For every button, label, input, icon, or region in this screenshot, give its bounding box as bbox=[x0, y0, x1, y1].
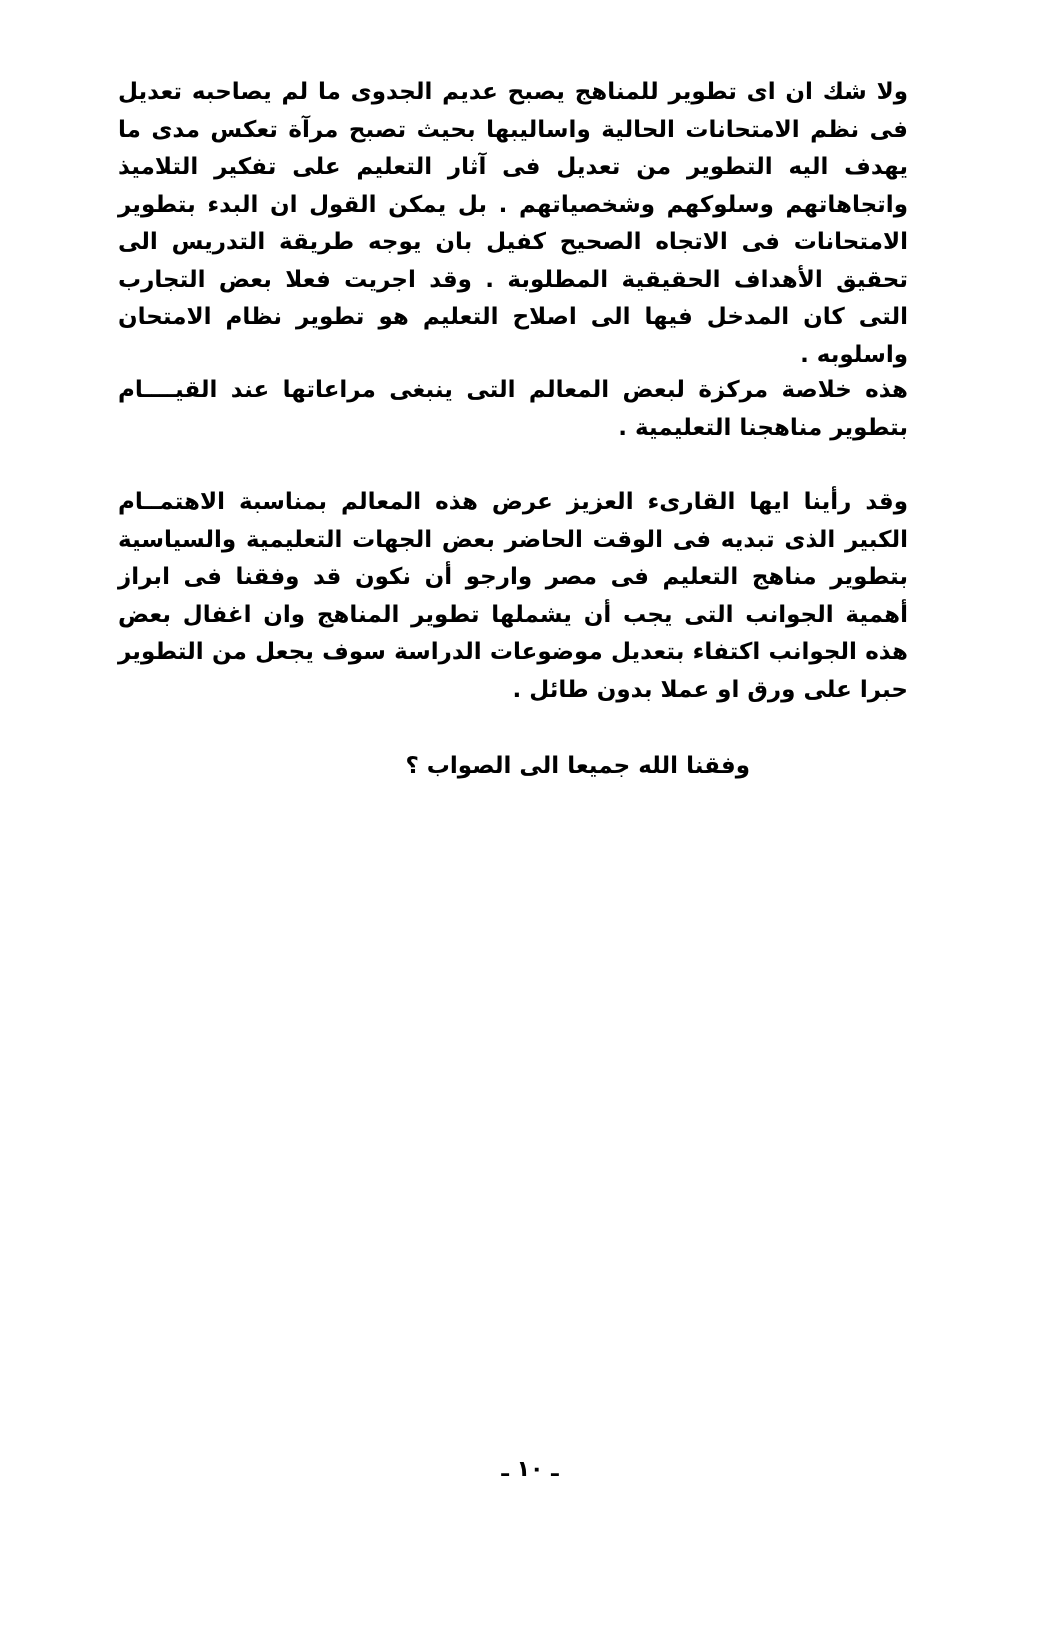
paragraph-text: ولا شك ان اى تطوير للمناهج يصبح عديم الجدوى ما لم يصاحبه تعديل فى نظم الامتحانات الحالية واساليبها بحيث تصبح مرآة تعكس مدى ما يهدف اليه التطوير من تعديل فى آثار التعليم على تفكير التلاميذ واتجاهاتهم وسلوكهم وشخصياتهم . بل يمكن القول ان البدء بتطوير الامتحانات فى الاتجاه الصحيح كفيل بان يوجه طريقة التدريس الى تحقيق الأهداف الحقيقية المطلوبة . وقد اجريت فعلا بعض التجارب التى كان المدخل فيها الى اصلاح التعليم هو تطوير نظام الامتحان واسلوبه . bbox=[118, 79, 908, 368]
paragraph-text: وقد رأينا ايها القارىء العزيز عرض هذه المعالم بمناسبة الاهتمــام الكبير الذى تبديه فى الوقت الحاضر بعض الجهات التعليمية والسياسية بتطوير مناهج التعليم فى مصر وارجو أن نكون قد وفقنا فى ابراز أهمية الجوانب التى يجب أن يشملها تطوير المناهج وان اغفال بعض هذه الجوانب اكتفاء بتعديل موضوعات الدراسة سوف يجعل من التطوير حبرا على ورق او عملا بدون طائل . bbox=[118, 489, 908, 703]
page-number: ـ ١٠ ـ bbox=[501, 1457, 559, 1482]
closing-line: وفقنا الله جميعا الى الصواب ؟ bbox=[405, 753, 750, 779]
paragraph-summary bbox=[118, 372, 908, 447]
paragraph-curriculum-exams bbox=[118, 74, 908, 374]
paragraph-text: هذه خلاصة مركزة لبعض المعالم التى ينبغى مراعاتها عند القيــــام بتطوير مناهجنا التعليمية . bbox=[118, 377, 908, 441]
paragraph-reader-address bbox=[118, 484, 908, 709]
